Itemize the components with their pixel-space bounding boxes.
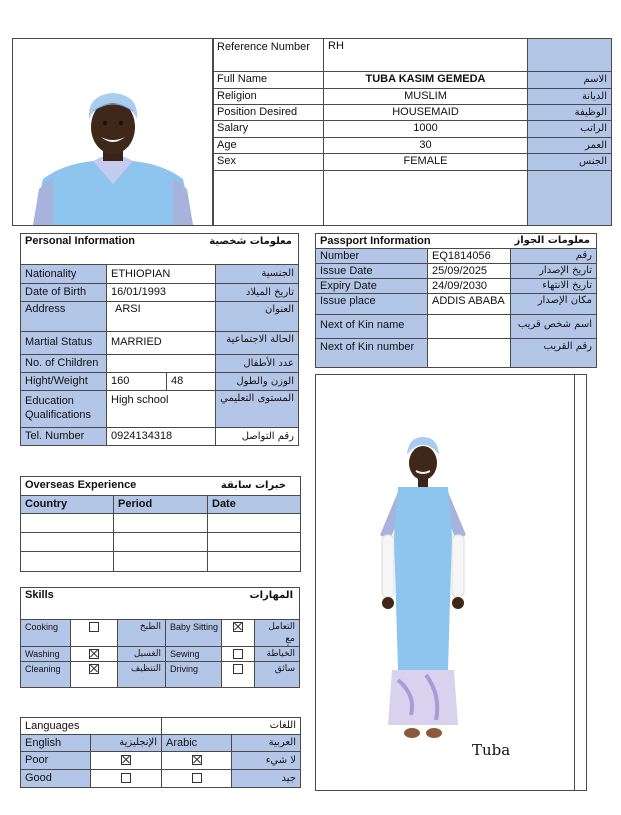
overseas-cell (113, 551, 208, 572)
issue-date-value: 25/09/2025 (427, 263, 511, 279)
overseas-col-period: Period (113, 495, 208, 514)
header-row-ar: الراتب (527, 120, 612, 138)
skill-label: Sewing (165, 646, 222, 662)
header-row-ar: الديانة (527, 88, 612, 105)
address-ar: العنوان (215, 301, 299, 332)
lang-english-label: English (20, 734, 91, 752)
dob-label: Date of Birth (20, 283, 107, 302)
skills-header (20, 587, 300, 620)
overseas-cell (207, 551, 301, 572)
lang-level-label: Good (20, 769, 91, 788)
languages-title: Languages (20, 717, 162, 735)
marital-value: MARRIED (106, 331, 216, 355)
overseas-col-date: Date (207, 495, 301, 514)
header-filler-value (323, 170, 528, 226)
nationality-ar: الجنسية (215, 264, 299, 284)
nationality-label: Nationality (20, 264, 107, 284)
header-row-label: Sex (212, 153, 324, 171)
skill-label: Baby Sitting (165, 619, 222, 647)
marital-ar: الحالة الاجتماعية (215, 331, 299, 355)
dob-ar: تاريخ الميلاد (215, 283, 299, 302)
skill-checkbox[interactable] (221, 661, 255, 688)
overseas-cell (207, 513, 301, 533)
full-body-illustration (316, 375, 574, 790)
header-row-value: 1000 (323, 120, 528, 138)
skill-checkbox[interactable] (70, 646, 118, 662)
skill-checkbox[interactable] (70, 661, 118, 688)
issue-place-value: ADDIS ABABA (427, 293, 511, 315)
headshot-illustration (13, 39, 213, 225)
skill-ar: التعامل مع (254, 619, 300, 647)
skill-ar: الطبخ (117, 619, 166, 647)
checkbox-icon (233, 649, 243, 659)
header-row-label: Salary (212, 120, 324, 138)
expiry-date-ar: تاريخ الانتهاء (510, 278, 597, 294)
header-row-value: MUSLIM (323, 88, 528, 105)
address-value: ARSI (106, 301, 216, 332)
skill-label: Cooking (20, 619, 71, 647)
lang-arabic-checkbox[interactable] (161, 769, 232, 788)
next-of-kin-label: Next of Kin name (315, 314, 428, 339)
nationality-value: ETHIOPIAN (106, 264, 216, 284)
children-value (106, 354, 216, 373)
overseas-cell (20, 551, 114, 572)
header-filler-label (212, 170, 324, 226)
reference-ar (527, 38, 612, 72)
header-row-ar: الوظيفة (527, 104, 612, 121)
languages-title-ar: اللغات (161, 717, 301, 735)
next-of-kin-value (427, 314, 511, 339)
header-row-label: Full Name (212, 71, 324, 89)
header-row-ar: العمر (527, 137, 612, 154)
tel-label: Tel. Number (20, 427, 107, 446)
height-weight-ar: الوزن والطول (215, 372, 299, 391)
header-row-label: Age (212, 137, 324, 154)
checkbox-icon (89, 649, 99, 659)
education-label: Education Qualifications (20, 390, 107, 428)
education-value: High school (106, 390, 216, 428)
education-ar: المستوى التعليمي (215, 390, 299, 428)
skill-ar: سائق (254, 661, 300, 688)
overseas-cell (20, 513, 114, 533)
lang-level-label: Poor (20, 751, 91, 770)
lang-english-checkbox[interactable] (90, 769, 162, 788)
tel-ar: رقم التواصل (215, 427, 299, 446)
overseas-cell (113, 532, 208, 552)
dob-value: 16/01/1993 (106, 283, 216, 302)
checkbox-icon (89, 622, 99, 632)
children-label: No. of Children (20, 354, 107, 373)
lang-arabic-checkbox[interactable] (161, 751, 232, 770)
skill-label: Driving (165, 661, 222, 688)
checkbox-icon (233, 664, 243, 674)
overseas-cell (20, 532, 114, 552)
skill-label: Washing (20, 646, 71, 662)
skill-checkbox[interactable] (221, 646, 255, 662)
kin-number-value (427, 338, 511, 368)
lang-english-checkbox[interactable] (90, 751, 162, 770)
skills-title: Skills (25, 589, 54, 601)
lang-level-ar: لا شيء (231, 751, 301, 770)
lang-level-ar: جيد (231, 769, 301, 788)
reference-value: RH (323, 38, 528, 72)
reference-label: Reference Number (212, 38, 324, 72)
issue-date-ar: تاريخ الإصدار (510, 263, 597, 279)
header-row-value: TUBA KASIM GEMEDA (323, 71, 528, 89)
checkbox-icon (121, 755, 131, 765)
skill-ar: الغسيل (117, 646, 166, 662)
personal-title-ar: معلومات شخصية (209, 236, 292, 247)
full-body-photo (315, 374, 587, 791)
next-of-kin-ar: اسم شخص قريب (510, 314, 597, 339)
overseas-cell (113, 513, 208, 533)
passport-number-label: Number (315, 248, 428, 264)
issue-place-ar: مكان الإصدار (510, 293, 597, 315)
passport-number-value: EQ1814056 (427, 248, 511, 264)
skill-ar: التنظيف (117, 661, 166, 688)
skill-checkbox[interactable] (70, 619, 118, 647)
personal-title: Personal Information (25, 235, 136, 247)
header-row-value: HOUSEMAID (323, 104, 528, 121)
checkbox-icon (233, 622, 243, 632)
checkbox-icon (89, 664, 99, 674)
marital-label: Martial Status (20, 331, 107, 355)
overseas-title: Overseas Experience (25, 479, 137, 491)
overseas-title-ar: خبرات سابقة (220, 480, 286, 491)
overseas-cell (207, 532, 301, 552)
header-row-label: Position Desired (212, 104, 324, 121)
header-row-label: Religion (212, 88, 324, 105)
passport-number-ar: رقم (510, 248, 597, 264)
checkbox-icon (121, 773, 131, 783)
height-value: 160 (106, 372, 167, 391)
kin-number-ar: رقم القريب (510, 338, 597, 368)
height-weight-label: Hight/Weight (20, 372, 107, 391)
skill-label: Cleaning (20, 661, 71, 688)
header-row-value: 30 (323, 137, 528, 154)
kin-number-label: Next of Kin number (315, 338, 428, 368)
checkbox-icon (192, 755, 202, 765)
issue-place-label: Issue place (315, 293, 428, 315)
lang-english-ar: الإنجليزية (90, 734, 162, 752)
address-label: Address (20, 301, 107, 332)
header-row-ar: الاسم (527, 71, 612, 89)
tel-value: 0924134318 (106, 427, 216, 446)
children-ar: عدد الأطفال (215, 354, 299, 373)
skill-ar: الخياطة (254, 646, 300, 662)
skills-title-ar: المهارات (249, 590, 293, 601)
checkbox-icon (192, 773, 202, 783)
skill-checkbox[interactable] (221, 619, 255, 647)
expiry-date-label: Expiry Date (315, 278, 428, 294)
overseas-col-country: Country (20, 495, 114, 514)
lang-arabic-ar: العربية (231, 734, 301, 752)
issue-date-label: Issue Date (315, 263, 428, 279)
header-row-ar: الجنس (527, 153, 612, 171)
photo-caption: Tuba (472, 741, 511, 759)
passport-title-ar: معلومات الجواز (514, 235, 590, 246)
lang-arabic-label: Arabic (161, 734, 232, 752)
personal-header (20, 233, 299, 265)
expiry-date-value: 24/09/2030 (427, 278, 511, 294)
passport-title: Passport Information (320, 235, 431, 247)
header-row-value: FEMALE (323, 153, 528, 171)
headshot-photo (13, 39, 213, 225)
header-filler-ar (527, 170, 612, 226)
passport-header (315, 233, 597, 249)
overseas-header (20, 476, 301, 496)
weight-value: 48 (166, 372, 216, 391)
